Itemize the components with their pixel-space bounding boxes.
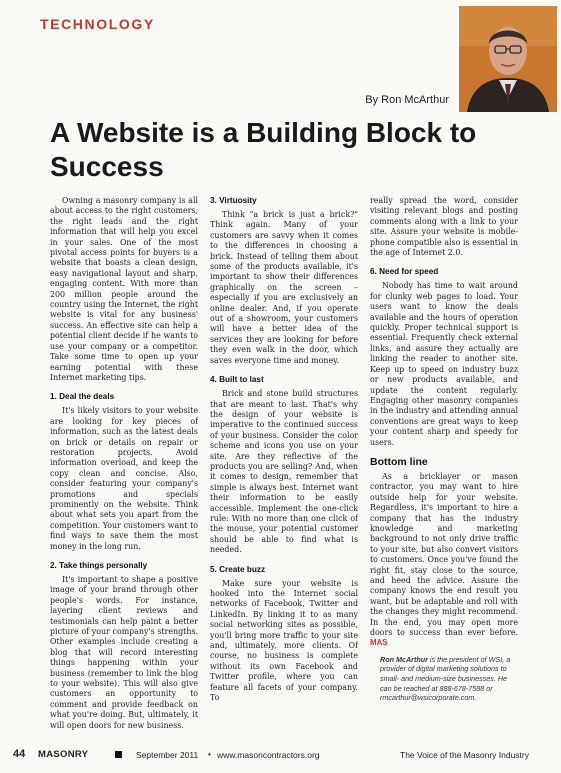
- column-3: [370, 196, 518, 742]
- tip-heading-5: 5. Create buzz: [210, 564, 266, 574]
- end-mark: MAS: [370, 638, 388, 648]
- tip-heading-6: 6. Need for speed: [370, 267, 439, 277]
- author-photo: [459, 6, 557, 112]
- bottom-line-text: As a bricklayer or mason contractor, you may want to hire outside help for your website. Regardless, it's important to hire a company that has the industry knowledge and marketing background to not only drive traffic to your site, but also convert visitors to customers. Once you've found the right fit, stay close to the source, and heed the advice. Assure the company knows the end result you want, but be adaptable and roll with the changes they might recommend. In the end, you may open more doors to success than ever before.: [370, 471, 518, 638]
- author-bio: [370, 655, 518, 703]
- page-footer: [0, 748, 561, 764]
- bullet-separator: •: [208, 749, 211, 759]
- tip-heading-3: 3. Virtuosity: [210, 196, 257, 205]
- square-bullet-icon: [115, 751, 122, 758]
- byline: By Ron McArthur: [365, 94, 449, 106]
- section-label: TECHNOLOGY: [40, 16, 155, 32]
- bottom-line-paragraph: [370, 472, 518, 649]
- tip-paragraph-5: Make sure your website is hooked into the Internet social networks of Facebook, Twitter and LinkedIn. By linking it to as many social networking sites as possible, you'll bring more traffic to your site and, ultimately, more clients. Of course, no business is complete without its own Facebook and Twitter profile, where you can feature all facets of your company. To: [210, 578, 358, 703]
- tip-paragraph-2: It's important to shape a positive image of your brand through other people's words. For instance, layering client reviews and testimonials can help paint a better picture of your company's strengths. Other examples include creating a blog that will record interesting things happening within your business (remember to link the blog to your website). This will also give customers an opportunity to comment and provide feedback on what you're doing. But, ultimately, it will open doors for new business.: [50, 575, 198, 730]
- tip-paragraph-5-continued: really spread the word, consider visiting relevant blogs and posting comments along with a link to your site. Assure your website is mobile-phone compatible also is essential in the age of Internet 2.0.: [370, 196, 518, 258]
- author-bio-name: Ron McArthur: [380, 654, 428, 664]
- page-number: 44: [13, 748, 26, 760]
- tip-heading-1: 1. Deal the deals: [50, 392, 115, 402]
- article-headline: A Website is a Building Block to Success: [50, 117, 477, 182]
- website-url: www.masoncontractors.org: [217, 750, 320, 760]
- magazine-name: MASONRY: [38, 749, 89, 760]
- tip-heading-4: 4. Built to last: [210, 375, 264, 385]
- issue-date: September 2011: [136, 750, 199, 760]
- tip-paragraph-3: Think "a brick is just a brick?" Think again. Many of your customers are savvy when it comes to the differences in choosing a brick. Instead of telling them about some of the products available, it's important to show their differences graphically on the screen – especially if you are exclusively an online dealer. And, if you operate out of a showroom, your customers will have a better idea of the services they are looking for before they even walk in the door, which saves everyone time and money.: [210, 210, 358, 365]
- tip-paragraph-6: Nobody has time to wait around for clunky web pages to load. Your users want to know the deals available and the hours of operation quickly. Proper technical support is essential. Frequently check external links, and assure they actually are linking the reader to another site. Keep up to speed on industry buzz or new products available, and update the content regularly. Engaging other masonry companies in the industry and attending annual conventions are great ways to keep your content sharp and speedy for users.: [370, 281, 518, 447]
- tip-paragraph-4: Brick and stone build structures that are meant to last. That's why the design of your website is imperative to the continued success of your business. Consider the color scheme and icons you use on your site. Are they reflective of the products you are selling? And, when it comes to design, remember that simple is always best. Internet want their information to be easily accessible. Implement the one-click rule: With no more than one click of the mouse, your potential customer should be able to find what is needed.: [210, 389, 358, 555]
- intro-paragraph: Owning a masonry company is all about access to the right customers, the right leads and the right information that will help you excel in your sales. One of the most pivotal access points for buyers is a website that boasts a clean design, easy navigational layout and sharp, engaging content. With more than 200 million people around the country using the Internet, the right website is vital for any business' success. An effective site can help a potential client decide if he wants to use your company or a competitor. Take some time to open up your earning potential with these Internet marketing tips.: [50, 196, 198, 382]
- author-bio-text: is the president of WSI, a provider of digital marketing solutions to small- and medium-size businesses. He can be reached at 888-678-7588 or rmcarthur@wsicorporate.com.: [380, 654, 511, 703]
- author-portrait-graphic: [459, 6, 557, 112]
- magazine-tagline: The Voice of the Masonry Industry: [400, 750, 529, 760]
- tip-heading-2: 2. Take things personally: [50, 561, 148, 570]
- column-2: [210, 196, 358, 742]
- article-body: [50, 196, 518, 742]
- tip-paragraph-1: It's likely visitors to your website are looking for key pieces of information, such as the latest deals on brick or details on repair or restoration projects. Avoid information overload, and keep the copy clean and concise. Also, consider featuring your company's promotions and specials prominently on the website. Think about what sets you apart from the competition. Your customers want to find ways to save them the most money in the long run.: [50, 406, 198, 551]
- column-1: [50, 196, 198, 742]
- bottom-line-heading: Bottom line: [370, 455, 428, 468]
